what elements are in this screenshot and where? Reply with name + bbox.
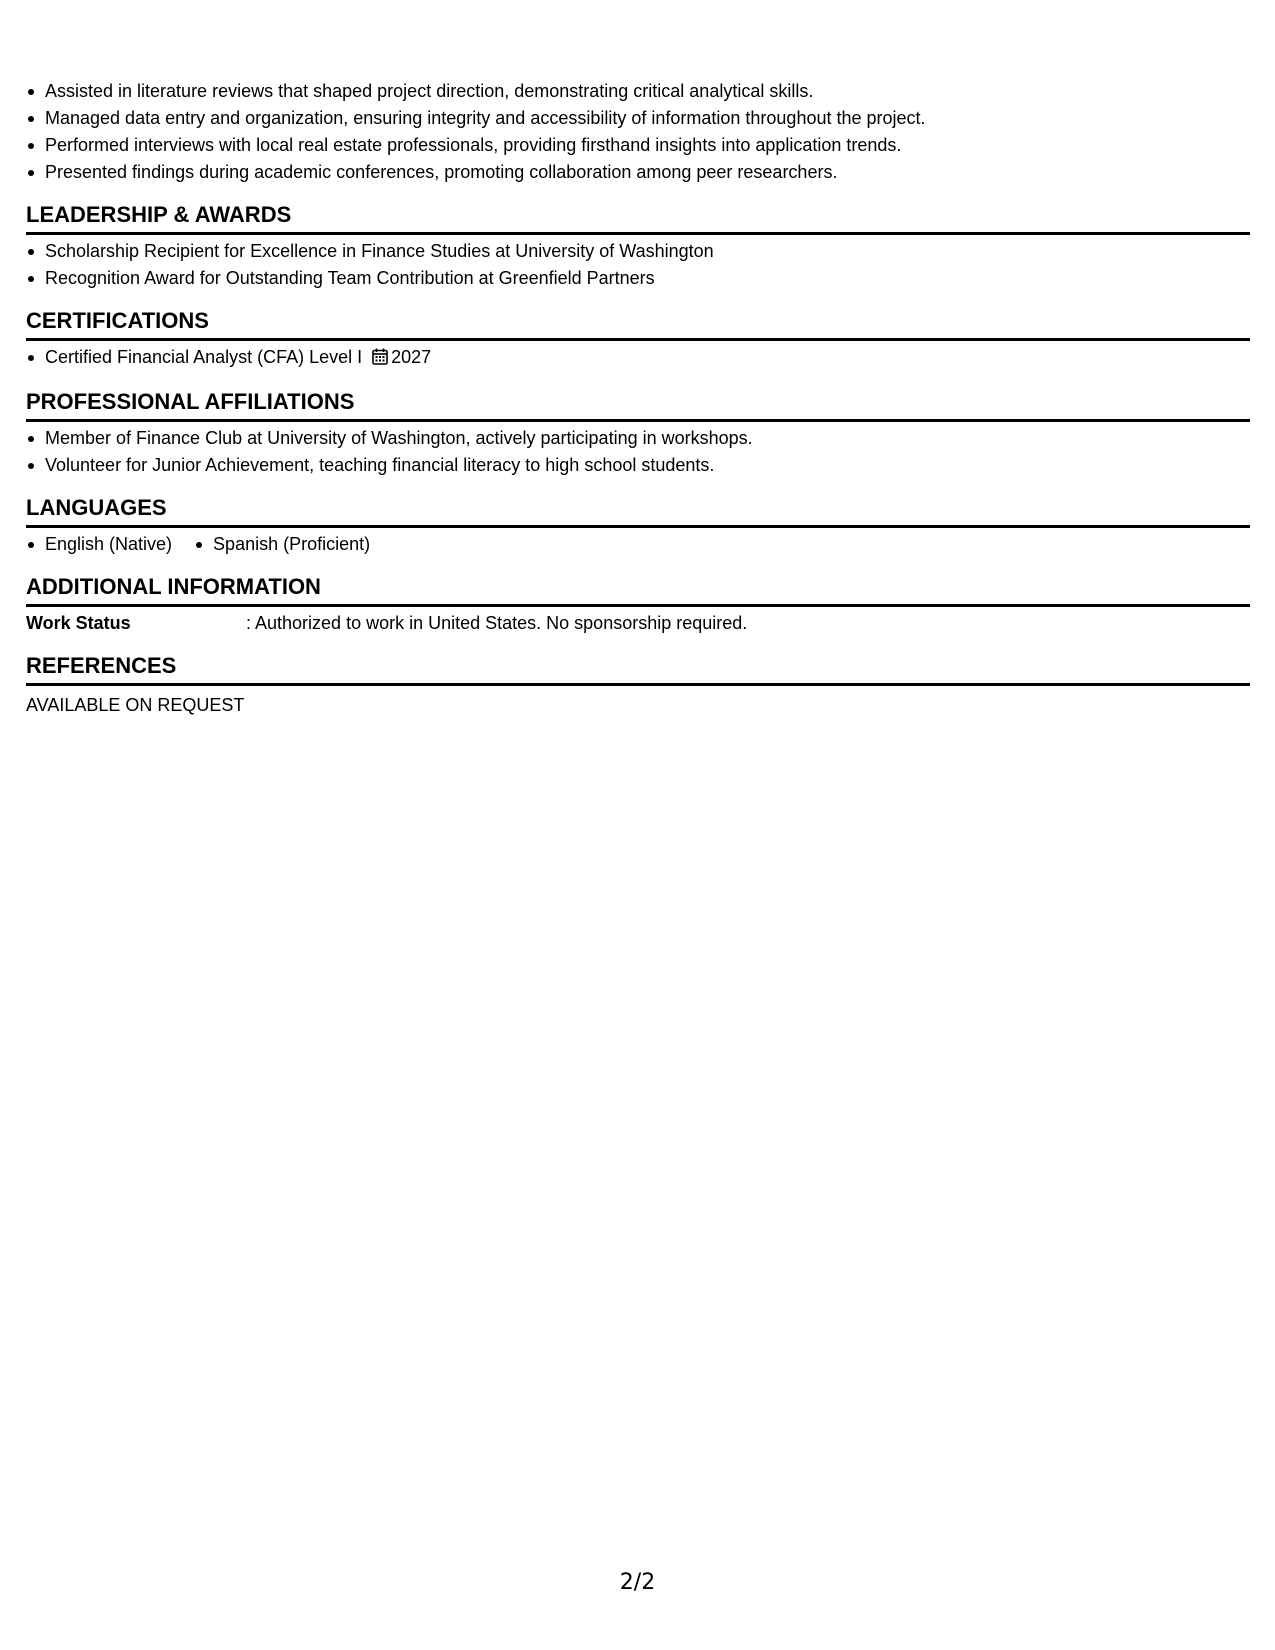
- research-bullet-list: [26, 78, 1250, 186]
- references-text: AVAILABLE ON REQUEST: [26, 695, 245, 715]
- work-status-label: Work Status: [26, 613, 131, 633]
- certification-name: Certified Financial Analyst (CFA) Level I: [45, 347, 363, 367]
- list-item: Assisted in literature reviews that shaped project direction, demonstrating critical analytical skills.: [26, 78, 1250, 105]
- work-status-value: : Authorized to work in United States. No sponsorship required.: [246, 613, 748, 633]
- list-item: Spanish (Proficient): [194, 531, 370, 558]
- section-title: LEADERSHIP & AWARDS: [26, 200, 1250, 235]
- list-item: Volunteer for Junior Achievement, teaching financial literacy to high school students.: [26, 452, 1250, 479]
- section-title: REFERENCES: [26, 651, 1250, 686]
- list-item: Presented findings during academic conferences, promoting collaboration among peer researchers.: [26, 159, 1250, 186]
- leadership-list: [26, 238, 1250, 292]
- list-item: Performed interviews with local real estate professionals, providing firsthand insights into application trends.: [26, 132, 1250, 159]
- list-item: Scholarship Recipient for Excellence in Finance Studies at University of Washington: [26, 238, 1250, 265]
- leadership-section: [26, 200, 1250, 292]
- list-item: Member of Finance Club at University of Washington, actively participating in workshops.: [26, 425, 1250, 452]
- page-number: 2/2: [619, 1570, 656, 1595]
- resume-page: [26, 78, 1250, 719]
- affiliations-section: [26, 387, 1250, 479]
- certifications-list: [26, 344, 1250, 373]
- work-status-row: [26, 610, 1250, 637]
- languages-section: [26, 493, 1250, 558]
- certifications-section: [26, 306, 1250, 373]
- section-title: CERTIFICATIONS: [26, 306, 1250, 341]
- languages-list: [26, 531, 1250, 558]
- section-title: PROFESSIONAL AFFILIATIONS: [26, 387, 1250, 422]
- affiliations-list: [26, 425, 1250, 479]
- section-title: ADDITIONAL INFORMATION: [26, 572, 1250, 607]
- references-section: [26, 651, 1250, 719]
- calendar-icon: [372, 346, 388, 373]
- additional-info-section: [26, 572, 1250, 637]
- list-item: Recognition Award for Outstanding Team Contribution at Greenfield Partners: [26, 265, 1250, 292]
- list-item: English (Native): [26, 531, 172, 558]
- list-item: [26, 344, 1250, 373]
- section-title: LANGUAGES: [26, 493, 1250, 528]
- list-item: Managed data entry and organization, ensuring integrity and accessibility of information throughout the project.: [26, 105, 1250, 132]
- certification-year: 2027: [391, 347, 432, 367]
